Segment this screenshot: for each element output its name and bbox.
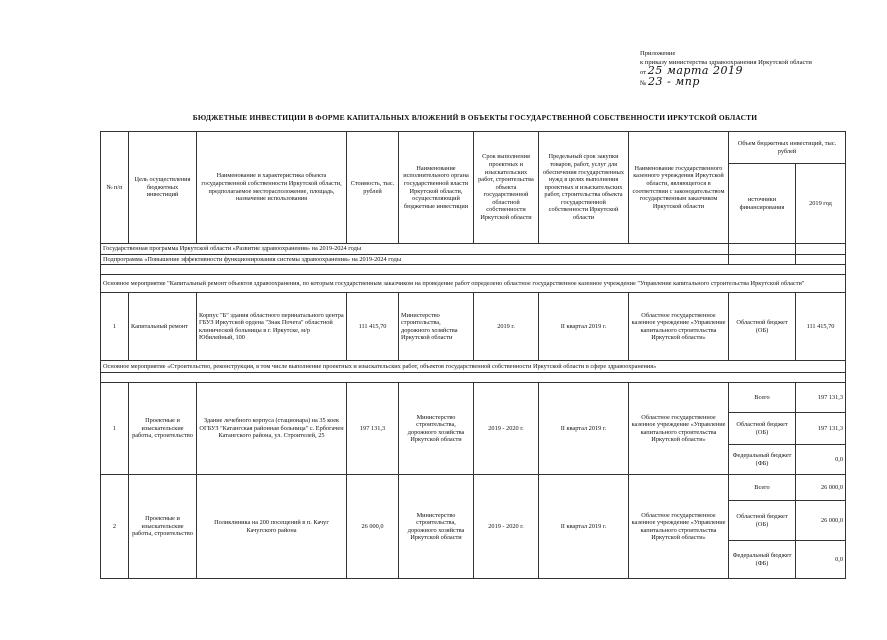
header-term: Срок выполнения проектных и изыскательских работ, строительства объекта государственной областной собственности Иркутской области	[474, 132, 539, 244]
appendix-line2: к приказу министерства здравоохранения Иркутской области	[640, 58, 812, 66]
investment-table: № п/п Цель осуществления бюджетных инвестиций Наименование и характеристика объекта государственной собственности Иркутской области, предполагаемое месторасположение, площадь, назначение использования Стоимость, тыс. рублей Наименование исполнительного органа государственной власти Иркутской области, осуществляющий бюджетные инвестиции Срок выполнения проектных и изыскательских работ, строительства объекта государственной областной собственности Иркутской области Предельный срок закупки товаров, работ, услуг для обеспечения государственных нужд в целях выполнения проектных и изыскательских работ, строительства объекта государственной собственности Иркутской области Наименование государственного казенного учреждения Иркутской области, являющегося в соответствии с законодательством государственным заказчиком Иркутской области Объем бюджетных инвестиций, тыс. рублей источники финансирования 2019 год Государственная программа Иркутской области «Развитие здравоохранения» на 2019-2024 годы Подпрограмма «Повышение эффективности функционирования системы здравоохранения» на 2019-2024 годы Основное мероприятие "Капитальный ремонт объектов здравоохранения, по которым государственным заказчиком на проведение работ определено областное государственное казенное учреждение "Управление капитального строительства Иркутской области" 1 Капитальный ремонт Корпус "Б" здания областного перинатального центра ГБУЗ Иркутской ордена "Знак Почета" областной клинической больницы в г. Иркутске, м/р Юбилейный, 100 111 415,70 Министерство строительства, дорожного хозяйства Иркутской области 2019 г. II квартал 2019 г. Областное государственное казенное учреждение «Управление капитального строительства Иркутской области» Областной бюджет (ОБ) 111 415,70 Основное мероприятие «Строительство, реконструкция, в том числе выполнение проектных и изыскательских работ, объектов государственной собственности Иркутской области в сфере здравоохранения» 1 Проектные и изыскательские работы, строительство Здание лечебного корпуса (стационара) на 35 коек ОГБУЗ "Катангская районная больница" с. Ербогачен Катангского района, ул. Строителей, 25 197 131,3 Министерство строительства, дорожного хозяйства Иркутской области 2019 - 2020 г. II квартал 2019 г. Областное государственное казенное учреждение «Управление капитального строительства Иркутской области» Всего 197 131,3 Областной бюджет (ОБ) 197 131,3 Федеральный бюджет (ФБ) 0,0 2 Проектные и изыскательские работы, строительство Поликлиника на 200 посещений в п. Качуг Качугского района 26 000,0 Министерство строительства, дорожного хозяйства Иркутской области 2019 - 2020 г. II квартал 2019 г. Областное государственное казенное учреждение «Управление капитального строительства Иркутской области» Всего 26 000,0 Областной бюджет (ОБ) 26 000,0 Федеральный бюджет (ФБ) 0,0	[100, 131, 846, 579]
header-cost: Стоимость, тыс. рублей	[347, 132, 399, 244]
date-handwritten: 25 марта 2019	[647, 64, 743, 78]
number-prefix: №	[640, 79, 647, 87]
header-volume: Объем бюджетных инвестиций, тыс. рублей	[729, 132, 846, 164]
table-row: 1 Капитальный ремонт Корпус "Б" здания областного перинатального центра ГБУЗ Иркутской ордена "Знак Почета" областной клинической больницы в г. Иркутске, м/р Юбилейный, 100 111 415,70 Министерство строительства, дорожного хозяйства Иркутской области 2019 г. II квартал 2019 г. Областное государственное казенное учреждение «Управление капитального строительства Иркутской области» Областной бюджет (ОБ) 111 415,70	[101, 293, 846, 361]
appendix-number	[640, 74, 880, 89]
number-handwritten: 23 - мпр	[647, 74, 700, 88]
header-num: № п/п	[101, 132, 129, 244]
header-goal: Цель осуществления бюджетных инвестиций	[129, 132, 197, 244]
header-executor: Наименование исполнительного органа государственной власти Иркутской области, осуществляющий бюджетные инвестиции	[399, 132, 474, 244]
program-row: Государственная программа Иркутской области «Развитие здравоохранения» на 2019-2024 годы	[101, 244, 729, 255]
header-customer: Наименование государственного казенного учреждения Иркутской области, являющегося в соответствии с законодательством государственным заказчиком Иркутской области	[629, 132, 729, 244]
appendix-block	[640, 50, 880, 88]
measure2-row: Основное мероприятие «Строительство, реконструкция, в том числе выполнение проектных и изыскательских работ, объектов государственной собственности Иркутской области в сфере здравоохранения»	[101, 361, 846, 373]
measure1-row: Основное мероприятие "Капитальный ремонт объектов здравоохранения, по которым государственным заказчиком на проведение работ определено областное государственное казенное учреждение "Управление капитального строительства Иркутской области"	[101, 275, 846, 293]
table-row: 2 Проектные и изыскательские работы, строительство Поликлиника на 200 посещений в п. Качуг Качугского района 26 000,0 Министерство строительства, дорожного хозяйства Иркутской области 2019 - 2020 г. II квартал 2019 г. Областное государственное казенное учреждение «Управление капитального строительства Иркутской области» Всего 26 000,0	[101, 475, 846, 501]
date-prefix: от	[640, 69, 647, 77]
table-row: 1 Проектные и изыскательские работы, строительство Здание лечебного корпуса (стационара) на 35 коек ОГБУЗ "Катангская районная больница" с. Ербогачен Катангского района, ул. Строителей, 25 197 131,3 Министерство строительства, дорожного хозяйства Иркутской области 2019 - 2020 г. II квартал 2019 г. Областное государственное казенное учреждение «Управление капитального строительства Иркутской области» Всего 197 131,3	[101, 383, 846, 413]
document-title: БЮДЖЕТНЫЕ ИНВЕСТИЦИИ В ФОРМЕ КАПИТАЛЬНЫХ ВЛОЖЕНИЙ В ОБЪЕКТЫ ГОСУДАРСТВЕННОЙ СОБСТВЕННОСТИ ИРКУТСКОЙ ОБЛАСТИ	[192, 113, 758, 122]
header-deadline: Предельный срок закупки товаров, работ, услуг для обеспечения государственных нужд в целях выполнения проектных и изыскательских работ, строительства объекта государственной собственности Иркутской области	[539, 132, 629, 244]
appendix-line1: Приложение	[640, 50, 676, 57]
subprogram-row: Подпрограмма «Повышение эффективности функционирования системы здравоохранения» на 2019-2024 годы	[101, 254, 729, 265]
header-year: 2019 год	[796, 164, 846, 244]
header-source: источники финансирования	[729, 164, 796, 244]
header-object: Наименование и характеристика объекта государственной собственности Иркутской области, предполагаемое месторасположение, площадь, назначение использования	[197, 132, 347, 244]
